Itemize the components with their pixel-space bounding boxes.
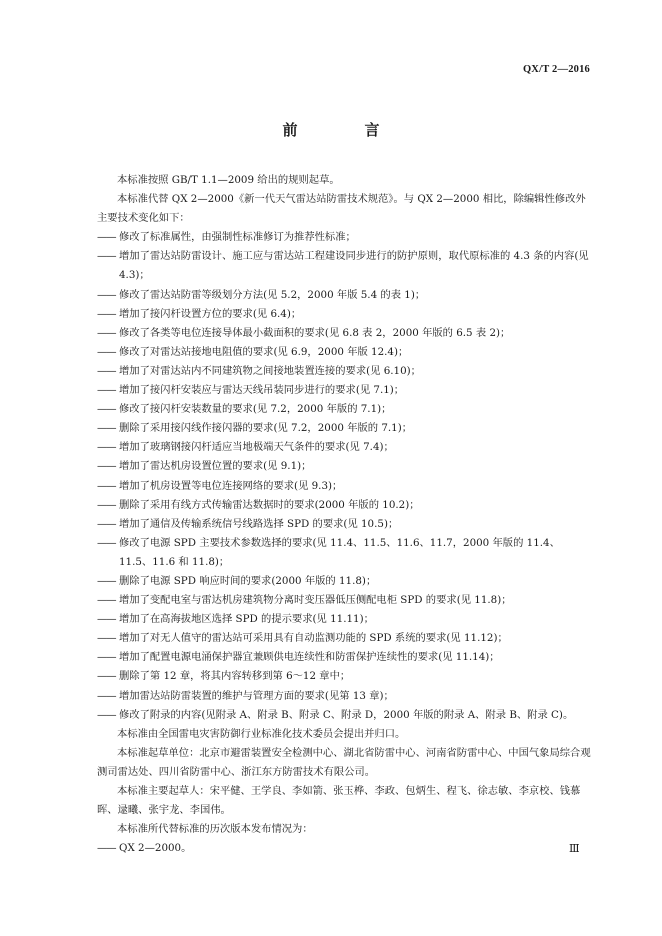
change-item (97, 419, 591, 438)
list-item-text: 增加了接闪杆设置方位的要求(见 6.4)； (119, 307, 302, 320)
change-item (97, 381, 591, 400)
dash-marker: —— (97, 574, 116, 587)
list-item-text: 增加了配置电源电涌保护器宜兼顾供电连续性和防雷保护连续性的要求(见 11.14)； (119, 651, 500, 664)
list-item-text: 修改了对雷达站接地电阻值的要求(见 6.9，2000 年版 12.4)； (119, 345, 409, 358)
list-item-text: 修改了标准属性，由强制性标准修订为推荐性标准； (119, 231, 356, 244)
page-title: 前 言 (282, 121, 406, 139)
dash-marker: —— (97, 403, 116, 416)
history-intro-paragraph: 本标准所代替标准的历次版本发布情况为： (117, 823, 313, 836)
change-item (97, 572, 591, 591)
changes-list (97, 228, 591, 724)
list-item-text: 增加了对无人值守的雷达站可采用具有自动监测功能的 SPD 系统的要求(见 11.12)； (119, 632, 508, 645)
standard-code: QX/T 2—2016 (522, 64, 590, 75)
proposer-paragraph: 本标准由全国雷电灾害防御行业标准化技术委员会提出并归口。 (117, 727, 406, 740)
change-item (97, 706, 591, 725)
dash-marker: —— (97, 441, 116, 454)
list-item-text: 增加了接闪杆安装应与雷达天线吊装同步进行的要求(见 7.1)； (119, 384, 405, 397)
dash-marker: —— (97, 670, 116, 683)
dash-marker: —— (97, 517, 116, 530)
change-item (97, 687, 591, 706)
change-item (97, 343, 591, 362)
change-item (97, 648, 591, 667)
change-item (97, 305, 591, 324)
dash-marker: —— (97, 632, 116, 645)
change-item (97, 457, 591, 476)
dash-marker: —— (97, 613, 116, 626)
list-item-text: 删除了采用有线方式传输雷达数据时的要求(2000 年版的 10.2)； (119, 498, 420, 511)
intro-paragraph: 本标准代替 QX 2—2000《新一代天气雷达站防雷技术规范》。与 QX 2—2000 相比，除编辑性修改外主要技术变化如下： (97, 193, 586, 225)
change-item (97, 610, 591, 629)
history-list (97, 839, 591, 858)
document-body (97, 171, 591, 858)
list-item-text: 修改了雷达站防雷等级划分方法(见 5.2，2000 年版 5.4 的表 1)； (119, 288, 426, 301)
change-item (97, 667, 591, 686)
change-item (97, 591, 591, 610)
dash-marker: —— (97, 708, 116, 721)
dash-marker: —— (97, 651, 116, 664)
list-item-text: 增加了机房设置等电位连接网络的要求(见 9.3)； (119, 479, 343, 492)
dash-marker: —— (97, 498, 116, 511)
list-item-text: 修改了附录的内容(见附录 A、附录 B、附录 C、附录 D，2000 年版的附录 A、附录 B、附录 C)。 (119, 708, 574, 721)
change-item (97, 477, 591, 496)
dash-marker: —— (97, 307, 116, 320)
list-item-text: 删除了采用接闪线作接闪器的要求(见 7.2，2000 年版的 7.1)； (119, 422, 413, 435)
dash-marker: —— (97, 689, 116, 702)
change-item (97, 286, 591, 305)
list-item-text: 增加雷达站防雷装置的维护与管理方面的要求(见第 13 章)； (119, 689, 394, 702)
dash-marker: —— (97, 326, 116, 339)
list-item-text: 修改了电源 SPD 主要技术参数选择的要求(见 11.4、11.5、11.6、11.7，2000 年版的 11.4、11.5、11.6 和 11.8)； (119, 536, 560, 568)
list-item-text: 增加了通信及传输系统信号线路选择 SPD 的要求(见 10.5)； (119, 517, 399, 530)
dash-marker: —— (97, 250, 116, 263)
change-item (97, 534, 591, 572)
list-item-text: 增加了雷达站防雷设计、施工应与雷达站工程建设同步进行的防护原则，取代原标准的 4.3 条的内容(见 4.3)； (119, 250, 589, 282)
list-item-text: 删除了电源 SPD 响应时间的要求(2000 年版的 11.8)； (119, 574, 377, 587)
dash-marker: —— (97, 422, 116, 435)
change-item (97, 629, 591, 648)
list-item-text: 删除了第 12 章，将其内容转移到第 6～12 章中； (119, 670, 351, 683)
dash-marker: —— (97, 288, 116, 301)
change-item (97, 324, 591, 343)
change-item (97, 228, 591, 247)
list-item-text: 增加了雷达机房设置位置的要求(见 9.1)； (119, 460, 312, 473)
dash-marker: —— (97, 345, 116, 358)
change-item (97, 400, 591, 419)
change-item (97, 247, 591, 285)
change-item (97, 515, 591, 534)
list-item-text: 增加了对雷达站内不同建筑物之间接地装置连接的要求(见 6.10)； (119, 364, 421, 377)
page-number: Ⅲ (569, 843, 580, 855)
dash-marker: —— (97, 536, 116, 549)
dash-marker: —— (97, 479, 116, 492)
change-item (97, 438, 591, 457)
drafting-units-paragraph: 本标准起草单位：北京市避雷装置安全检测中心、湖北省防雷中心、河南省防雷中心、中国气象局综合观测司雷达处、四川省防雷中心、浙江东方防雷技术有限公司。 (97, 746, 591, 778)
list-item-text: 增加了变配电室与雷达机房建筑物分离时变压器低压侧配电柜 SPD 的要求(见 11.8)； (119, 594, 512, 607)
dash-marker: —— (97, 460, 116, 473)
dash-marker: —— (97, 231, 116, 244)
drafters-paragraph: 本标准主要起草人：宋平健、王学良、李如箭、张玉桦、李政、包炳生、程飞、徐志敏、李京校、钱慕晖、逯曦、张宇龙、李国伟。 (97, 785, 581, 817)
intro-paragraph: 本标准按照 GB/T 1.1—2009 给出的规则起草。 (117, 174, 340, 186)
dash-marker: —— (97, 384, 116, 397)
list-item-text: 修改了各类等电位连接导体最小截面积的要求(见 6.8 表 2，2000 年版的 6.5 表 2)； (119, 326, 511, 339)
list-item-text: 修改了接闪杆安装数量的要求(见 7.2，2000 年版的 7.1)； (119, 403, 392, 416)
history-item (97, 839, 591, 858)
dash-marker: —— (97, 842, 116, 855)
dash-marker: —— (97, 594, 116, 607)
list-item-text: QX 2—2000。 (119, 842, 192, 855)
change-item (97, 496, 591, 515)
change-item (97, 362, 591, 381)
dash-marker: —— (97, 364, 116, 377)
list-item-text: 增加了在高海拔地区选择 SPD 的提示要求(见 11.11)； (119, 613, 374, 626)
list-item-text: 增加了玻璃钢接闪杆适应当地极端天气条件的要求(见 7.4)； (119, 441, 394, 454)
